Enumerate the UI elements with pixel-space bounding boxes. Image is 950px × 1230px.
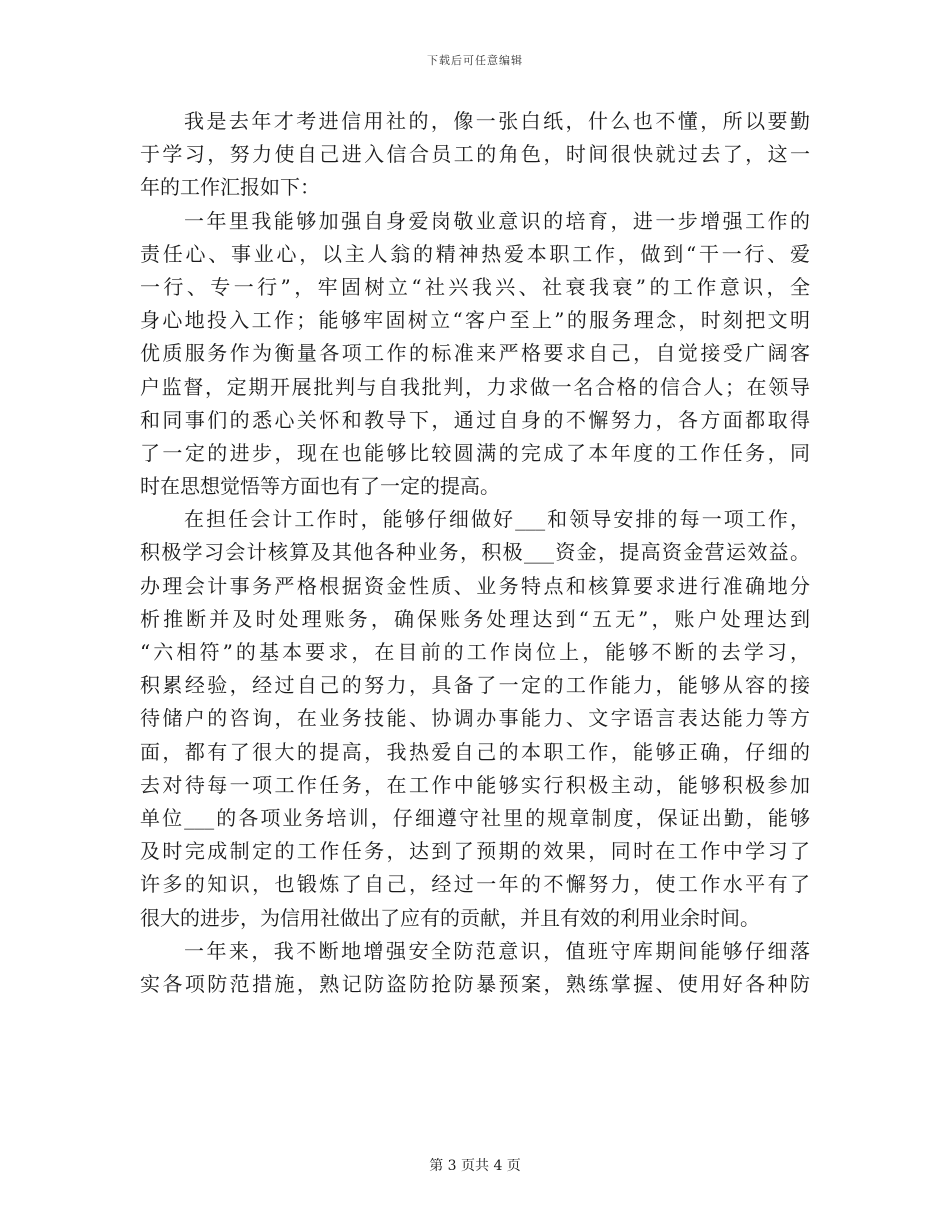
paragraph-line: 待储户的咨询，在业务技能、协调办事能力、文字语言表达能力等方 xyxy=(140,706,810,731)
paragraph-line: 户监督，定期开展批判与自我批判，力求做一名合格的信合人；在领导 xyxy=(140,374,810,399)
page-number-footer: 第 3 页共 4 页 xyxy=(429,1158,521,1174)
paragraph-line: 积累经验，经过自己的努力，具备了一定的工作能力，能够从容的接 xyxy=(140,673,810,698)
paragraph-line: 年的工作汇报如下： xyxy=(140,175,320,200)
paragraph-line: 一年里我能够加强自身爱岗敬业意识的培育，进一步增强工作的 xyxy=(184,208,810,233)
paragraph-line: 及时完成制定的工作任务，达到了预期的效果，同时在工作中学习了 xyxy=(140,839,810,864)
paragraph-line: 析推断并及时处理账务，确保账务处理达到“五无”，账户处理达到 xyxy=(140,606,810,631)
paragraph-line: 办理会计事务严格根据资金性质、业务特点和核算要求进行准确地分 xyxy=(140,573,810,598)
paragraph-line: 许多的知识，也锻炼了自己，经过一年的不懈努力，使工作水平有了 xyxy=(140,872,810,897)
paragraph-line: 和同事们的悉心关怀和教导下，通过自身的不懈努力，各方面都取得 xyxy=(140,407,810,432)
document-body xyxy=(140,105,810,1001)
paragraph-line: 单位___的各项业务培训，仔细遵守社里的规章制度，保证出勤，能够 xyxy=(140,805,810,830)
paragraph-line: 实各项防范措施，熟记防盗防抢防暴预案，熟练掌握、使用好各种防 xyxy=(140,971,810,996)
paragraph-line: 面，都有了很大的提高，我热爱自己的本职工作，能够正确，仔细的 xyxy=(140,739,810,764)
paragraph-line: 在担任会计工作时，能够仔细做好___和领导安排的每一项工作， xyxy=(184,507,810,532)
paragraph-line: 了一定的进步，现在也能够比较圆满的完成了本年度的工作任务，同 xyxy=(140,440,810,465)
paragraph-line: 优质服务作为衡量各项工作的标准来严格要求自己，自觉接受广阔客 xyxy=(140,341,810,366)
paragraph-line: “六相符”的基本要求，在目前的工作岗位上，能够不断的去学习， xyxy=(140,640,810,664)
paragraph-line: 于学习，努力使自己进入信合员工的角色，时间很快就过去了，这一 xyxy=(140,142,810,167)
paragraph-line: 一年来，我不断地增强安全防范意识，值班守库期间能够仔细落 xyxy=(184,938,810,963)
paragraph-line: 一行、专一行”，牢固树立“社兴我兴、社衰我衰”的工作意识，全 xyxy=(140,274,810,299)
paragraph-line: 责任心、事业心，以主人翁的精神热爱本职工作，做到“干一行、爱 xyxy=(140,241,810,266)
paragraph-line: 积极学习会计核算及其他各种业务，积极___资金，提高资金营运效益。 xyxy=(140,540,810,565)
paragraph-line: 很大的进步，为信用社做出了应有的贡献，并且有效的利用业余时间。 xyxy=(140,905,760,930)
paragraph-line: 身心地投入工作；能够牢固树立“客户至上”的服务理念，时刻把文明 xyxy=(140,308,810,333)
paragraph-line: 时在思想觉悟等方面也有了一定的提高。 xyxy=(140,474,500,499)
page-header: 下载后可任意编辑 xyxy=(427,54,523,67)
paragraph-line: 去对待每一项工作任务，在工作中能够实行积极主动，能够积极参加 xyxy=(140,772,810,797)
paragraph-line: 我是去年才考进信用社的，像一张白纸，什么也不懂，所以要勤 xyxy=(184,109,810,133)
